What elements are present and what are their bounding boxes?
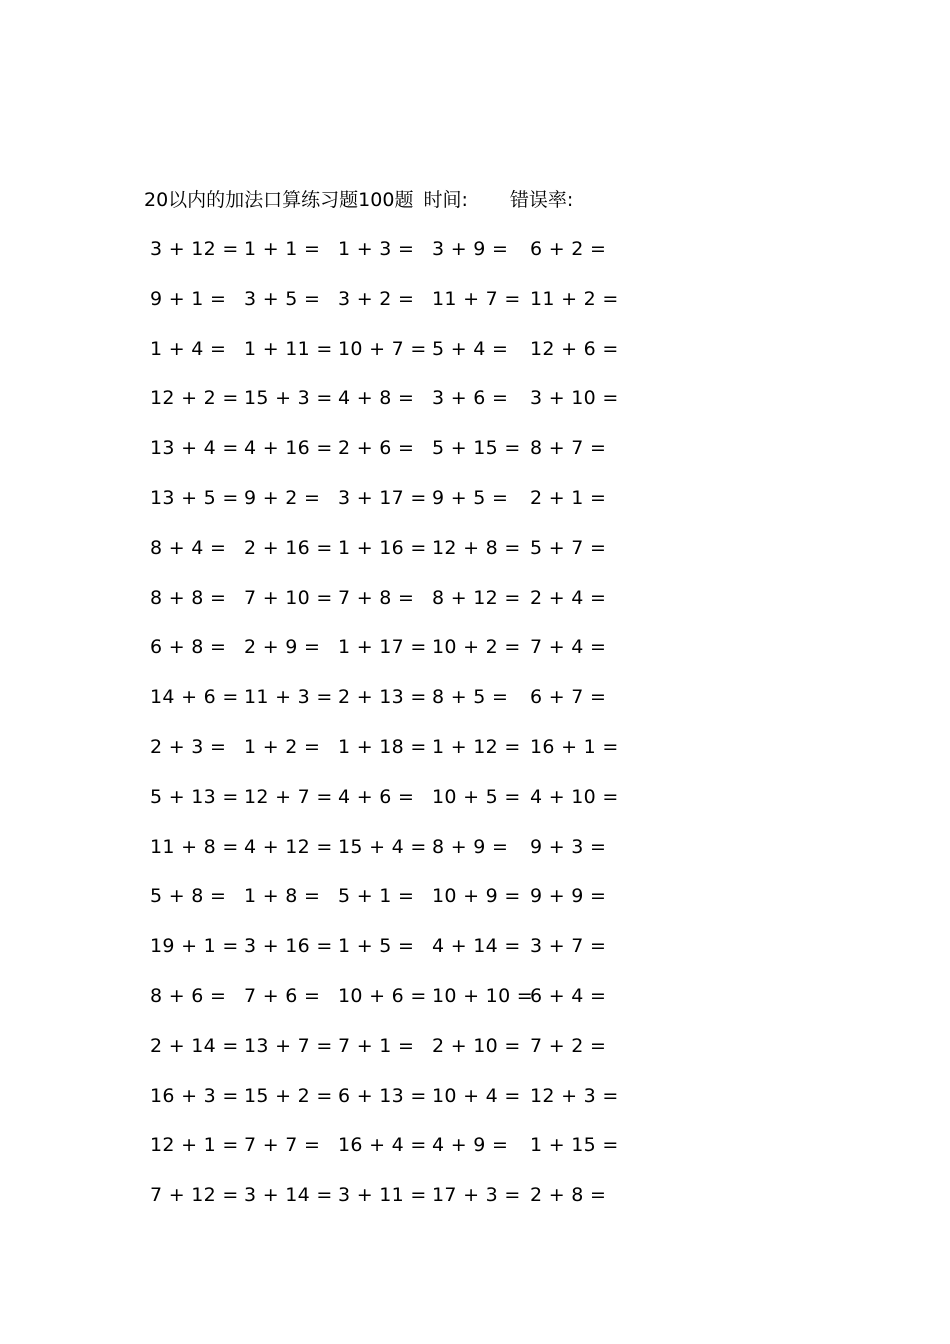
problem-item: 2 + 14 = xyxy=(150,1034,239,1057)
problem-item: 7 + 12 = xyxy=(150,1184,239,1207)
problem-item: 12 + 8 = xyxy=(432,536,521,559)
problem-item: 6 + 4 = xyxy=(530,985,607,1007)
problem-item: 10 + 10 = xyxy=(432,985,534,1007)
problem-item: 1 + 18 = xyxy=(338,736,427,758)
problem-item: 9 + 3 = xyxy=(530,835,607,858)
problem-item: 1 + 8 = xyxy=(244,885,321,908)
problem-item: 16 + 1 = xyxy=(530,736,619,758)
problem-item: 3 + 5 = xyxy=(244,287,321,310)
problem-item: 2 + 6 = xyxy=(338,437,415,460)
problem-item: 16 + 4 = xyxy=(338,1134,427,1157)
problem-item: 10 + 7 = xyxy=(338,337,427,360)
problem-item: 5 + 8 = xyxy=(150,885,227,908)
problem-item: 2 + 13 = xyxy=(338,686,427,709)
problem-item: 4 + 12 = xyxy=(244,835,333,858)
problem-item: 3 + 16 = xyxy=(244,935,333,958)
problem-item: 7 + 8 = xyxy=(338,586,415,609)
problem-item: 9 + 2 = xyxy=(244,487,321,509)
problem-item: 4 + 10 = xyxy=(530,785,619,808)
problem-item: 2 + 8 = xyxy=(530,1184,607,1207)
problem-item: 3 + 2 = xyxy=(338,287,415,310)
problem-item: 11 + 8 = xyxy=(150,835,239,858)
problem-item: 5 + 4 = xyxy=(432,337,509,360)
problem-item: 12 + 6 = xyxy=(530,337,619,360)
problem-item: 1 + 3 = xyxy=(338,238,415,260)
problem-item: 17 + 3 = xyxy=(432,1184,521,1207)
problem-item: 6 + 2 = xyxy=(530,238,607,260)
problem-item: 11 + 2 = xyxy=(530,287,619,310)
problem-item: 10 + 4 = xyxy=(432,1084,521,1107)
problem-item: 8 + 8 = xyxy=(150,586,227,609)
problem-item: 3 + 11 = xyxy=(338,1184,427,1207)
problem-item: 13 + 7 = xyxy=(244,1034,333,1057)
problem-item: 8 + 5 = xyxy=(432,686,509,709)
problem-item: 6 + 13 = xyxy=(338,1084,427,1107)
problem-item: 10 + 9 = xyxy=(432,885,521,908)
problem-item: 3 + 7 = xyxy=(530,935,607,958)
problem-item: 15 + 2 = xyxy=(244,1084,333,1107)
problem-item: 7 + 7 = xyxy=(244,1134,321,1157)
problem-item: 1 + 2 = xyxy=(244,736,321,758)
problem-item: 5 + 1 = xyxy=(338,885,415,908)
problem-item: 11 + 3 = xyxy=(244,686,333,709)
worksheet-title: 20以内的加法口算练习题100题 xyxy=(144,189,414,211)
problem-item: 1 + 4 = xyxy=(150,337,227,360)
problem-item: 5 + 7 = xyxy=(530,536,607,559)
problem-item: 3 + 12 = xyxy=(150,238,239,260)
problem-item: 2 + 4 = xyxy=(530,586,607,609)
problem-item: 7 + 4 = xyxy=(530,636,607,659)
problem-item: 4 + 9 = xyxy=(432,1134,509,1157)
problem-item: 4 + 16 = xyxy=(244,437,333,460)
problem-item: 11 + 7 = xyxy=(432,287,521,310)
problem-item: 15 + 4 = xyxy=(338,835,427,858)
problem-item: 16 + 3 = xyxy=(150,1084,239,1107)
problem-item: 7 + 10 = xyxy=(244,586,333,609)
problem-item: 7 + 2 = xyxy=(530,1034,607,1057)
problem-item: 10 + 2 = xyxy=(432,636,521,659)
problem-item: 1 + 15 = xyxy=(530,1134,619,1157)
problem-item: 3 + 9 = xyxy=(432,238,509,260)
problem-item: 13 + 4 = xyxy=(150,437,239,460)
problem-item: 19 + 1 = xyxy=(150,935,239,958)
problem-item: 9 + 5 = xyxy=(432,487,509,509)
problem-item: 2 + 1 = xyxy=(530,487,607,509)
problem-item: 1 + 1 = xyxy=(244,238,321,260)
problem-item: 3 + 14 = xyxy=(244,1184,333,1207)
problem-item: 4 + 8 = xyxy=(338,387,415,410)
problem-item: 12 + 7 = xyxy=(244,785,333,808)
problem-item: 12 + 2 = xyxy=(150,387,239,410)
problem-item: 1 + 11 = xyxy=(244,337,333,360)
problem-item: 1 + 17 = xyxy=(338,636,427,659)
problem-item: 13 + 5 = xyxy=(150,487,239,509)
problem-item: 8 + 6 = xyxy=(150,985,227,1007)
problem-item: 8 + 9 = xyxy=(432,835,509,858)
problem-item: 2 + 10 = xyxy=(432,1034,521,1057)
problem-item: 2 + 16 = xyxy=(244,536,333,559)
problem-item: 3 + 10 = xyxy=(530,387,619,410)
problem-item: 9 + 9 = xyxy=(530,885,607,908)
problem-item: 15 + 3 = xyxy=(244,387,333,410)
problem-item: 4 + 14 = xyxy=(432,935,521,958)
problem-item: 7 + 6 = xyxy=(244,985,321,1007)
problem-item: 7 + 1 = xyxy=(338,1034,415,1057)
problem-item: 5 + 13 = xyxy=(150,785,239,808)
problem-item: 3 + 17 = xyxy=(338,487,427,509)
error-rate-label: 错误率: xyxy=(509,189,574,211)
problem-item: 8 + 4 = xyxy=(150,536,227,559)
problem-item: 8 + 7 = xyxy=(530,437,607,460)
problem-item: 6 + 7 = xyxy=(530,686,607,709)
problem-item: 2 + 3 = xyxy=(150,736,227,758)
problem-item: 6 + 8 = xyxy=(150,636,227,659)
problem-item: 1 + 5 = xyxy=(338,935,415,958)
problem-item: 3 + 6 = xyxy=(432,387,509,410)
problem-item: 12 + 3 = xyxy=(530,1084,619,1107)
problem-item: 1 + 16 = xyxy=(338,536,427,559)
problem-item: 5 + 15 = xyxy=(432,437,521,460)
problem-item: 1 + 12 = xyxy=(432,736,521,758)
problem-item: 4 + 6 = xyxy=(338,785,415,808)
problem-item: 9 + 1 = xyxy=(150,287,227,310)
time-label: 时间: xyxy=(423,189,468,211)
problem-item: 8 + 12 = xyxy=(432,586,521,609)
problem-item: 10 + 6 = xyxy=(338,985,427,1007)
problem-item: 14 + 6 = xyxy=(150,686,239,709)
problem-item: 2 + 9 = xyxy=(244,636,321,659)
problem-item: 12 + 1 = xyxy=(150,1134,239,1157)
problem-item: 10 + 5 = xyxy=(432,785,521,808)
